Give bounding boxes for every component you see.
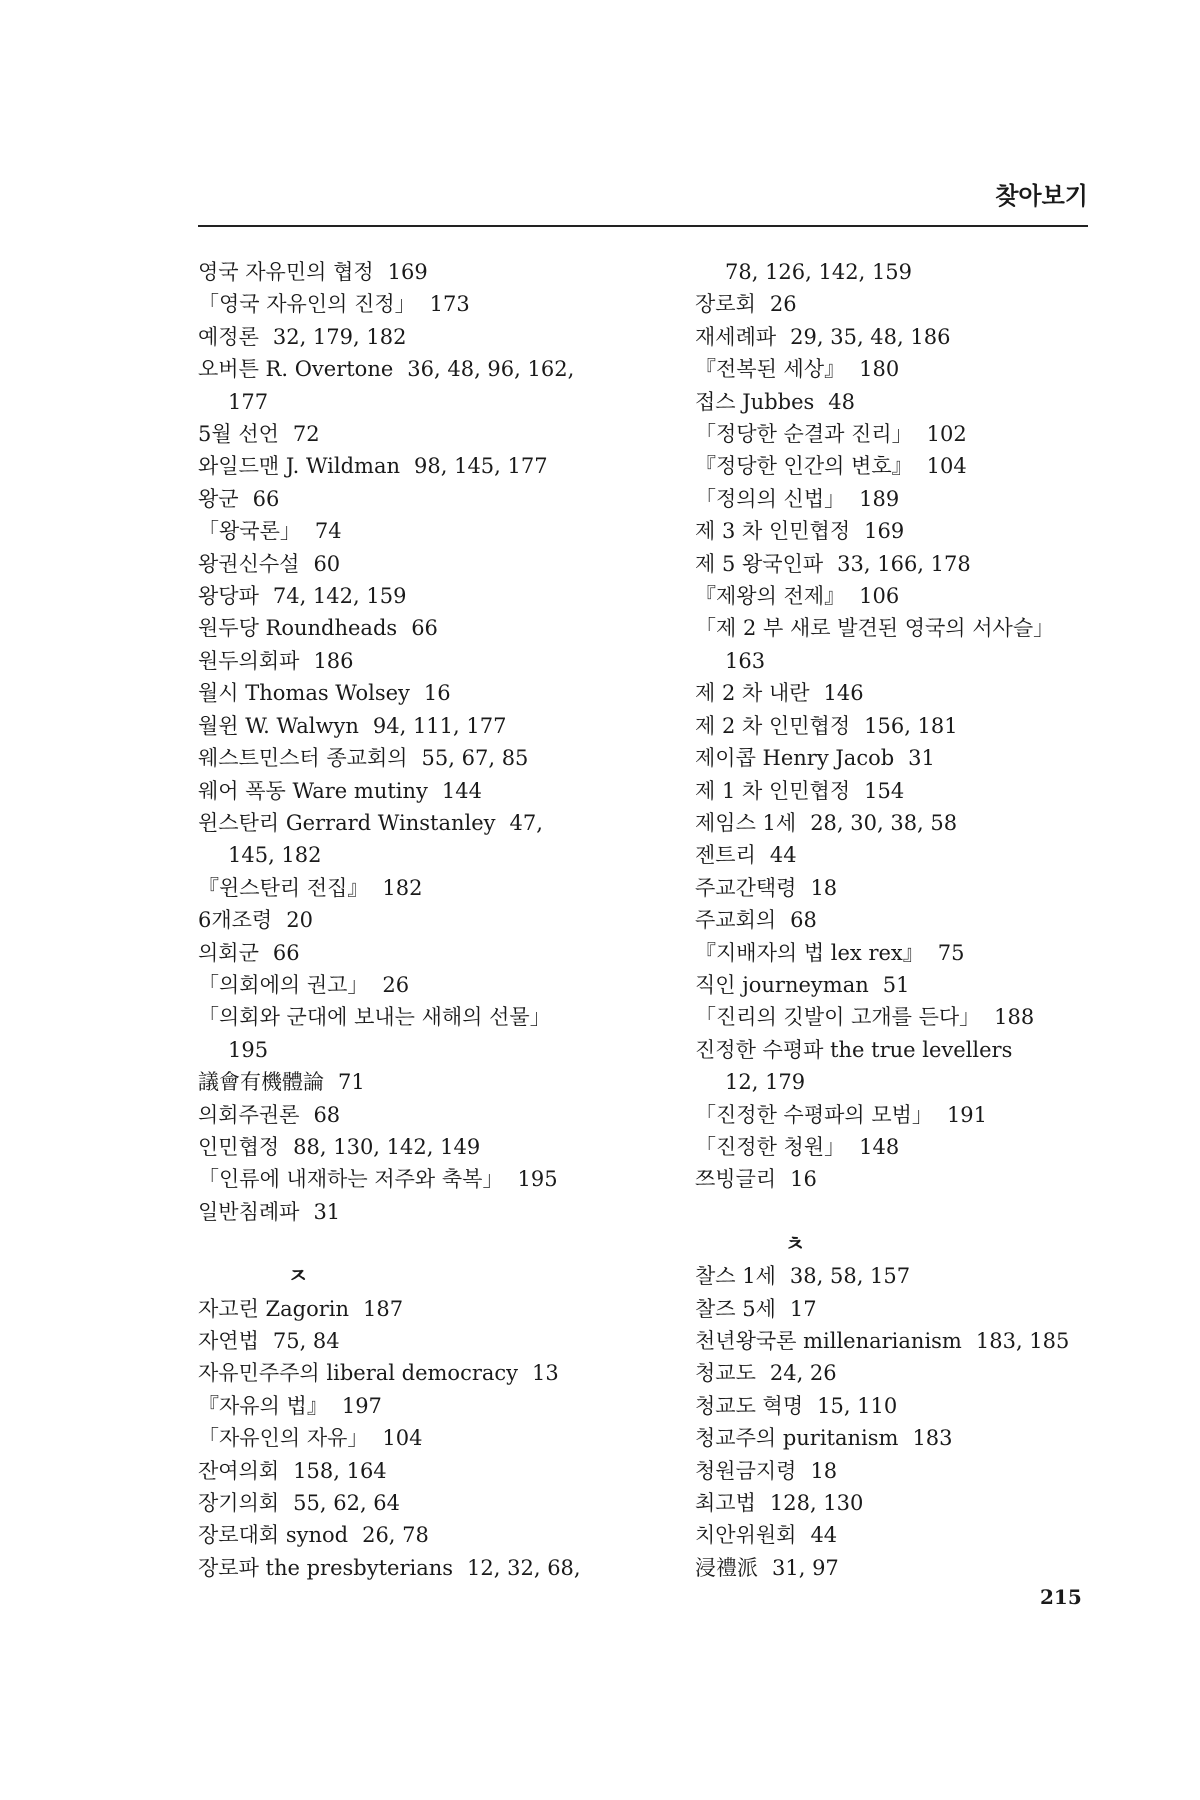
index-page-refs: 16 <box>790 1167 817 1192</box>
index-term: 『전복된 세상』 <box>695 357 846 382</box>
index-page-refs: 173 <box>429 292 470 317</box>
index-page-refs: 71 <box>338 1070 365 1095</box>
index-entry <box>695 1487 1115 1519</box>
index-page-refs: 31, 97 <box>772 1555 839 1580</box>
index-entry <box>695 1519 1115 1551</box>
index-page-refs: 94, 111, 177 <box>372 713 507 738</box>
index-page-refs: 189 <box>859 486 900 511</box>
index-entry <box>198 742 648 774</box>
index-term: 의회주권론 <box>198 1102 300 1127</box>
index-entry <box>695 515 1115 547</box>
index-page-refs: 13 <box>532 1361 559 1386</box>
index-page-refs: 29, 35, 48, 186 <box>790 324 951 349</box>
index-page-refs: 26 <box>769 292 797 317</box>
index-page-refs: 104 <box>926 454 967 479</box>
index-term: 「의회에의 권고」 <box>198 972 369 997</box>
index-entry <box>695 450 1115 482</box>
index-entry <box>198 515 648 547</box>
index-term: 「왕국론」 <box>198 519 301 544</box>
index-term: 진정한 수평파 the true levellers <box>695 1037 1013 1062</box>
index-entry-continuation <box>695 1066 1115 1098</box>
index-term: 제 2 차 내란 <box>695 681 810 706</box>
index-entry <box>198 937 648 969</box>
index-term: 주교회의 <box>695 908 777 933</box>
index-letter-heading: ㅊ <box>784 1231 806 1256</box>
index-term: 『자유의 법』 <box>198 1393 328 1418</box>
index-entry <box>198 775 648 807</box>
index-page-refs: 187 <box>363 1296 404 1321</box>
index-entry <box>695 742 1115 774</box>
index-term: 접스 Jubbes <box>695 389 815 414</box>
index-page-refs: 177 <box>228 389 269 414</box>
index-term: 잔여의회 <box>198 1458 280 1483</box>
index-term: 재세례파 <box>695 324 777 349</box>
index-term: 왕당파 <box>198 584 259 609</box>
index-term: 제 5 왕국인파 <box>695 551 824 576</box>
index-entry-continuation <box>198 386 648 418</box>
index-entry <box>695 1260 1115 1292</box>
index-page-refs: 75 <box>937 940 965 965</box>
index-term: 「진정한 청원」 <box>695 1134 846 1159</box>
index-page-refs: 195 <box>517 1167 558 1192</box>
index-entry <box>695 904 1115 936</box>
index-entry <box>198 450 648 482</box>
index-page-refs: 66 <box>252 486 280 511</box>
index-page-refs: 197 <box>341 1393 382 1418</box>
index-entry <box>695 1163 1115 1195</box>
index-entry <box>198 1293 648 1325</box>
index-page-refs: 163 <box>725 648 766 673</box>
index-page-refs: 16 <box>423 681 451 706</box>
index-entry <box>198 969 648 1001</box>
header-rule <box>198 225 1088 227</box>
index-term: 浸禮派 <box>695 1555 758 1580</box>
index-entry <box>695 1390 1115 1422</box>
index-term: 청교도 혁명 <box>695 1393 804 1418</box>
index-term: 와일드맨 J. Wildman <box>198 454 401 479</box>
index-entry <box>198 1390 648 1422</box>
index-page-refs: 32, 179, 182 <box>272 324 407 349</box>
index-entry <box>198 1325 648 1357</box>
index-page-refs: 60 <box>313 551 341 576</box>
index-page-refs: 74, 142, 159 <box>272 584 407 609</box>
index-term: 윈스탄리 Gerrard Winstanley <box>198 810 496 835</box>
index-page-refs: 102 <box>926 422 967 447</box>
index-entry <box>695 548 1115 580</box>
index-page-refs: 66 <box>272 940 300 965</box>
index-entry <box>695 1552 1115 1584</box>
index-page-refs: 145, 182 <box>228 843 322 868</box>
index-page-refs: 55, 67, 85 <box>421 746 529 771</box>
index-term: 「진리의 깃발이 고개를 든다」 <box>695 1005 981 1030</box>
index-term: 「인류에 내재하는 저주와 축복」 <box>198 1167 504 1192</box>
index-term: 제임스 1세 <box>695 810 797 835</box>
index-entry <box>695 775 1115 807</box>
index-entry <box>198 1357 648 1389</box>
index-page-refs: 26, 78 <box>362 1523 429 1548</box>
index-page-refs: 74 <box>314 519 342 544</box>
index-entry <box>695 1099 1115 1131</box>
index-page-refs: 188 <box>994 1005 1035 1030</box>
index-term: 『정당한 인간의 변호』 <box>695 454 913 479</box>
index-page-refs: 44 <box>810 1523 838 1548</box>
index-entry <box>198 353 648 385</box>
index-term: 의회군 <box>198 940 259 965</box>
index-page-refs: 98, 145, 177 <box>414 454 548 479</box>
index-column-left <box>198 256 648 1584</box>
index-page-refs: 148 <box>859 1134 900 1159</box>
index-page-refs: 146 <box>823 681 864 706</box>
index-page-refs: 18 <box>810 875 838 900</box>
index-page-refs: 44 <box>769 843 797 868</box>
index-entry <box>695 1034 1115 1066</box>
index-page-refs: 24, 26 <box>769 1361 837 1386</box>
index-page-refs: 28, 30, 38, 58 <box>810 810 958 835</box>
index-term: 「자유인의 자유」 <box>198 1426 369 1451</box>
index-entry <box>198 1196 648 1228</box>
index-page-refs: 106 <box>859 584 900 609</box>
index-entry-continuation <box>198 839 648 871</box>
index-entry <box>695 1293 1115 1325</box>
index-entry <box>198 548 648 580</box>
index-term: 청원금지령 <box>695 1458 797 1483</box>
index-entry <box>198 1519 648 1551</box>
index-entry <box>198 710 648 742</box>
index-page-refs: 17 <box>789 1296 817 1321</box>
index-entry <box>695 807 1115 839</box>
index-entry <box>695 580 1115 612</box>
index-term: 주교간택령 <box>695 875 797 900</box>
index-entry <box>695 483 1115 515</box>
index-term: 제 2 차 인민협정 <box>695 713 851 738</box>
index-entry <box>198 1001 648 1033</box>
index-page-refs: 66 <box>411 616 438 641</box>
index-entry <box>198 904 648 936</box>
index-page-refs: 68 <box>313 1102 341 1127</box>
index-page-refs: 38, 58, 157 <box>789 1264 911 1289</box>
index-page-refs: 158, 164 <box>293 1458 387 1483</box>
index-term: 6개조령 <box>198 908 273 933</box>
index-letter-heading: ㅈ <box>287 1264 309 1289</box>
index-page-refs: 144 <box>441 778 482 803</box>
index-term: 「의회와 군대에 보내는 새해의 선물」 <box>198 1005 551 1030</box>
index-page-refs: 31 <box>313 1199 341 1224</box>
index-page-refs: 72 <box>292 422 320 447</box>
index-page-refs: 180 <box>859 357 900 382</box>
index-term: 자고린 Zagorin <box>198 1296 350 1321</box>
index-entry <box>198 645 648 677</box>
index-page-refs: 36, 48, 96, 162, <box>407 357 575 382</box>
index-entry <box>695 353 1115 385</box>
section-spacer <box>695 1196 1115 1228</box>
index-page-refs: 191 <box>946 1102 988 1127</box>
index-page-refs: 15, 110 <box>817 1393 898 1418</box>
index-entry <box>198 1422 648 1454</box>
index-page-refs: 26 <box>382 972 410 997</box>
index-term: 오버튼 R. Overtone <box>198 357 394 382</box>
index-entry <box>198 580 648 612</box>
index-term: 인민협정 <box>198 1134 280 1159</box>
index-term: 직인 journeyman <box>695 972 869 997</box>
index-entry <box>198 1099 648 1131</box>
index-entry <box>198 612 648 644</box>
index-term: 『지배자의 법 lex rex』 <box>695 940 924 965</box>
index-page-refs: 88, 130, 142, 149 <box>293 1134 481 1159</box>
index-term: 쯔빙글리 <box>695 1167 777 1192</box>
index-entry <box>198 256 648 288</box>
index-entry <box>695 872 1115 904</box>
index-page-refs: 104 <box>382 1426 423 1451</box>
index-term: 제 3 차 인민협정 <box>695 519 851 544</box>
index-entry <box>695 288 1115 320</box>
section-spacer <box>198 1228 648 1260</box>
index-term: 월윈 W. Walwyn <box>198 713 359 738</box>
index-entry <box>198 1455 648 1487</box>
index-entry <box>695 321 1115 353</box>
index-term: 장기의회 <box>198 1491 280 1516</box>
index-term: 『제왕의 전제』 <box>695 584 846 609</box>
index-term: 원두당 Roundheads <box>198 616 398 641</box>
index-page-refs: 75, 84 <box>272 1329 340 1353</box>
index-entry <box>198 1487 648 1519</box>
index-entry <box>198 872 648 904</box>
index-page-refs: 128, 130 <box>769 1491 864 1516</box>
index-term: 젠트리 <box>695 843 756 868</box>
index-term: 예정론 <box>198 324 259 349</box>
index-term: 「정의의 신법」 <box>695 486 846 511</box>
index-term: 『윈스탄리 전집』 <box>198 875 369 900</box>
index-entry <box>198 321 648 353</box>
index-page-refs: 78, 126, 142, 159 <box>725 260 913 284</box>
index-page-refs: 20 <box>286 908 313 933</box>
index-term: 제 1 차 인민협정 <box>695 778 851 803</box>
index-entry <box>695 839 1115 871</box>
index-term: 장로대회 synod <box>198 1523 349 1548</box>
index-term: 찰스 1세 <box>695 1264 776 1289</box>
index-term: 청교도 <box>695 1361 756 1386</box>
index-term: 제이콥 Henry Jacob <box>695 746 895 771</box>
index-entry <box>695 418 1115 450</box>
index-page-refs: 169 <box>387 260 428 284</box>
index-page-refs: 186 <box>313 648 354 673</box>
index-term: 「영국 자유인의 진정」 <box>198 292 416 317</box>
index-entry <box>695 1422 1115 1454</box>
section-title: 찾아보기 <box>995 182 1088 210</box>
index-column-right <box>695 256 1115 1584</box>
index-page-refs: 55, 62, 64 <box>293 1491 401 1516</box>
index-entry-continuation <box>695 645 1115 677</box>
index-entry <box>695 937 1115 969</box>
index-page-refs: 154 <box>864 778 905 803</box>
index-page-refs: 12, 179 <box>725 1070 806 1095</box>
index-term: 웨어 폭동 Ware mutiny <box>198 778 428 803</box>
index-entry <box>198 1066 648 1098</box>
index-term: 장로회 <box>695 292 756 317</box>
index-page-refs: 47, <box>509 810 543 835</box>
index-entry <box>198 1552 648 1584</box>
index-page-refs: 182 <box>382 875 423 900</box>
index-entry-continuation <box>695 256 1115 288</box>
index-term: 議會有機體論 <box>198 1070 324 1095</box>
index-page-refs: 183 <box>912 1426 953 1451</box>
index-term: 천년왕국론 millenarianism <box>695 1329 962 1353</box>
index-entry <box>695 677 1115 709</box>
index-entry <box>695 612 1115 644</box>
index-page-refs: 195 <box>228 1037 269 1062</box>
index-page-refs: 68 <box>790 908 817 933</box>
index-entry-continuation <box>198 1034 648 1066</box>
index-term: 치안위원회 <box>695 1523 797 1548</box>
index-term: 「정당한 순결과 진리」 <box>695 422 913 447</box>
index-term: 왕권신수설 <box>198 551 300 576</box>
index-term: 일반침례파 <box>198 1199 300 1224</box>
page-header <box>198 176 1088 226</box>
index-term: 「제 2 부 새로 발견된 영국의 서사슬」 <box>695 616 1055 641</box>
index-term: 왕군 <box>198 486 239 511</box>
index-page-refs: 31 <box>908 746 935 771</box>
index-page-refs: 12, 32, 68, <box>467 1555 581 1580</box>
index-term: 장로파 the presbyterians <box>198 1555 454 1580</box>
index-term: 자연법 <box>198 1329 259 1353</box>
index-page-refs: 48 <box>828 389 856 414</box>
index-entry <box>695 1357 1115 1389</box>
index-term: 최고법 <box>695 1491 756 1516</box>
index-entry <box>695 969 1115 1001</box>
index-term: 원두의회파 <box>198 648 300 673</box>
index-term: 웨스트민스터 종교회의 <box>198 746 408 771</box>
index-term: 청교주의 puritanism <box>695 1426 899 1451</box>
index-entry <box>198 677 648 709</box>
index-page-refs: 156, 181 <box>864 713 958 738</box>
index-page-refs: 51 <box>882 972 910 997</box>
page-number: 215 <box>1040 1585 1082 1609</box>
index-page-refs: 33, 166, 178 <box>837 551 971 576</box>
index-entry <box>198 418 648 450</box>
index-term: 찰즈 5세 <box>695 1296 776 1321</box>
index-term: 자유민주주의 liberal democracy <box>198 1361 519 1386</box>
index-entry <box>695 1001 1115 1033</box>
index-entry <box>695 1455 1115 1487</box>
index-entry <box>695 710 1115 742</box>
index-page-refs: 169 <box>864 519 905 544</box>
index-term: 월시 Thomas Wolsey <box>198 681 410 706</box>
index-entry <box>198 288 648 320</box>
index-entry <box>695 1131 1115 1163</box>
index-page-refs: 183, 185 <box>975 1329 1070 1353</box>
index-entry <box>198 1131 648 1163</box>
index-entry <box>695 1325 1115 1357</box>
index-entry <box>695 386 1115 418</box>
index-entry <box>198 483 648 515</box>
index-term: 영국 자유민의 협정 <box>198 260 374 284</box>
index-entry <box>198 807 648 839</box>
index-entry <box>198 1163 648 1195</box>
index-term: 5월 선언 <box>198 422 279 447</box>
index-page-refs: 18 <box>810 1458 838 1483</box>
index-term: 「진정한 수평파의 모범」 <box>695 1102 933 1127</box>
